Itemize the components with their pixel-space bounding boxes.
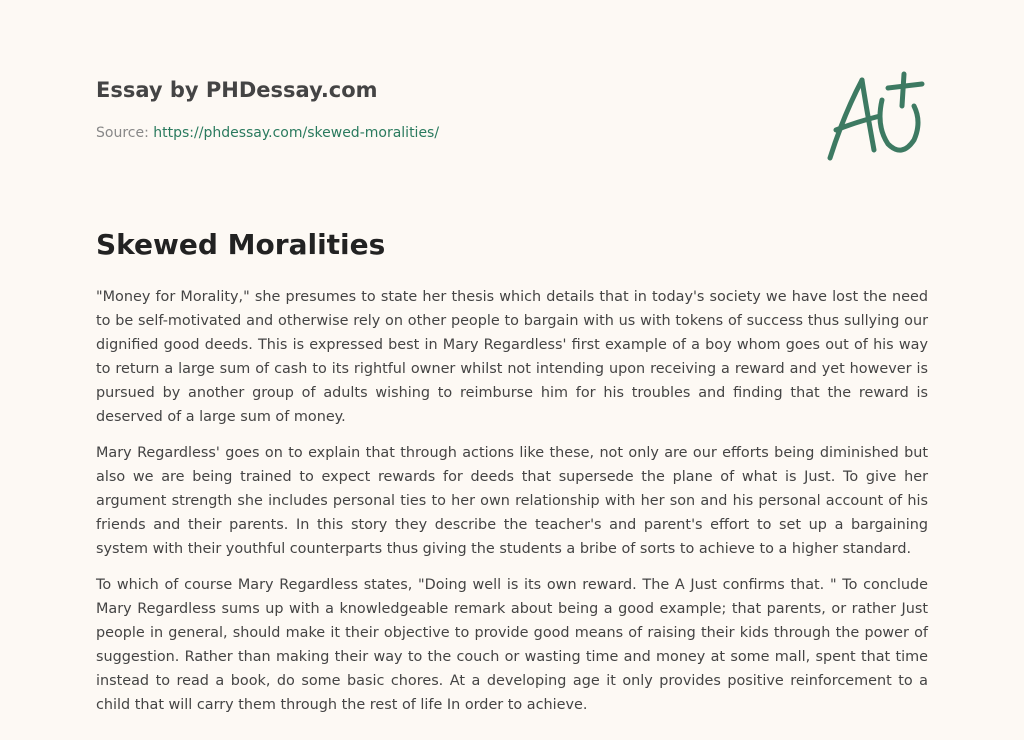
source-label: Source: [96,125,149,141]
essay-header [96,76,776,143]
essay-paragraph: Mary Regardless' goes on to explain that through actions like these, not only are our efforts being diminished but also we are being trained to expect rewards for deeds that supersede the plane of what is Just. To give her argument strength she includes personal ties to her own relationship with her son and his personal account of his friends and their parents. In this story they describe the teacher's and parent's effort to set up a bargaining system with their youthful counterparts thus giving the students a bribe of sorts to achieve to a higher standard. [96,445,928,557]
source-line [96,123,776,143]
essay-paragraph: "Money for Morality," she presumes to state her thesis which details that in today's society we have lost the need to be self-motivated and otherwise rely on other people to bargain with us with tokens of success thus sullying our dignified good deeds. This is expressed best in Mary Regardless' first example of a boy whom goes out of his way to return a large sum of cash to its rightful owner whilst not intending upon receiving a reward and yet however is pursued by another group of adults wishing to reimburse him for his troubles and finding that the reward is deserved of a large sum of money. [96,289,928,425]
site-title: Essay by PHDessay.com [96,78,378,102]
a-plus-grade-icon [822,66,930,166]
source-link[interactable]: https://phdessay.com/skewed-moralities/ [153,125,440,141]
essay-title: Skewed Moralities [96,228,386,261]
essay-paragraph: To which of course Mary Regardless states, "Doing well is its own reward. The A Just confirms that. " To conclude Mary Regardless sums up with a knowledgeable remark about being a good example; that parents, or rather Just people in general, should make it their objective to provide good means of raising their kids through the power of suggestion. Rather than making their way to the couch or wasting time and money at some mall, spent that time instead to read a book, do some basic chores. At a developing age it only provides positive reinforcement to a child that will carry them through the rest of life In order to achieve. [96,577,928,713]
essay-body [96,285,928,729]
